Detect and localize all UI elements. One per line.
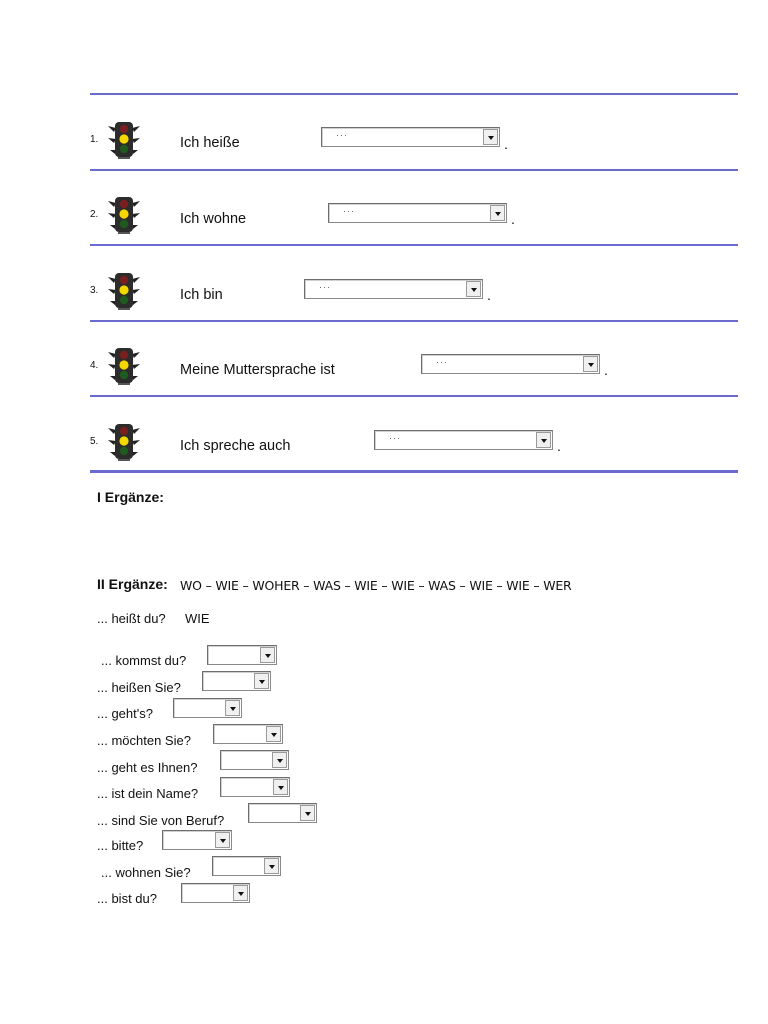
rule-1 xyxy=(90,169,738,171)
word-bank: WO – WIE – WOHER – WAS – WIE – WIE – WAS – WIE – WIE – WER xyxy=(180,578,572,593)
question-dropdown-9[interactable] xyxy=(212,856,281,876)
row-number: 4. xyxy=(90,360,99,371)
chevron-down-icon[interactable] xyxy=(260,647,275,663)
chevron-down-icon[interactable] xyxy=(225,700,240,716)
dropdown-value: ··· xyxy=(336,130,348,140)
question-text: Ich spreche auch xyxy=(180,438,291,454)
example-answer: WIE xyxy=(185,611,210,626)
traffic-light-icon xyxy=(104,422,144,462)
section-1-heading: I Ergänze: xyxy=(97,489,164,505)
traffic-light-icon xyxy=(104,120,144,160)
question-dropdown-4[interactable] xyxy=(213,724,283,744)
answer-dropdown-3[interactable] xyxy=(304,279,483,299)
question-dropdown-2[interactable] xyxy=(202,671,271,691)
chevron-down-icon[interactable] xyxy=(536,432,551,448)
question-item: ... bist du? xyxy=(97,891,157,906)
row-number: 5. xyxy=(90,436,99,447)
example-question: ... heißt du? xyxy=(97,611,166,626)
traffic-light-icon xyxy=(104,195,144,235)
question-item: ... heißen Sie? xyxy=(97,680,181,695)
answer-dropdown-4[interactable] xyxy=(421,354,600,374)
row-number: 3. xyxy=(90,285,99,296)
sentence-period: . xyxy=(487,287,491,303)
sentence-period: . xyxy=(604,362,608,378)
question-item: ... ist dein Name? xyxy=(97,786,199,801)
traffic-light-icon xyxy=(104,346,144,386)
chevron-down-icon[interactable] xyxy=(266,726,281,742)
question-item: ... möchten Sie? xyxy=(97,733,191,748)
chevron-down-icon[interactable] xyxy=(583,356,598,372)
traffic-light-icon xyxy=(104,271,144,311)
chevron-down-icon[interactable] xyxy=(483,129,498,145)
question-item: ... bitte? xyxy=(97,838,144,853)
sentence-period: . xyxy=(557,438,561,454)
rule-top xyxy=(90,93,738,95)
question-item: ... wohnen Sie? xyxy=(101,865,191,880)
question-dropdown-6[interactable] xyxy=(220,777,290,797)
question-dropdown-3[interactable] xyxy=(173,698,242,718)
question-text: Meine Muttersprache ist xyxy=(180,362,335,378)
question-item: ... kommst du? xyxy=(101,653,187,668)
answer-dropdown-5[interactable] xyxy=(374,430,553,450)
dropdown-value: ··· xyxy=(389,433,401,443)
rule-2 xyxy=(90,244,738,246)
question-text: Ich wohne xyxy=(180,211,247,227)
answer-dropdown-2[interactable] xyxy=(328,203,507,223)
answer-dropdown-1[interactable] xyxy=(321,127,500,147)
row-number: 1. xyxy=(90,134,99,145)
question-text: Ich heiße xyxy=(180,135,240,151)
question-item: ... geht's? xyxy=(97,706,153,721)
question-dropdown-8[interactable] xyxy=(162,830,232,850)
chevron-down-icon[interactable] xyxy=(466,281,481,297)
chevron-down-icon[interactable] xyxy=(273,779,288,795)
question-item: ... geht es Ihnen? xyxy=(97,760,198,775)
question-dropdown-7[interactable] xyxy=(248,803,317,823)
chevron-down-icon[interactable] xyxy=(254,673,269,689)
dropdown-value: ··· xyxy=(319,282,331,292)
sentence-period: . xyxy=(511,211,515,227)
dropdown-value: ··· xyxy=(436,357,448,367)
section-2-heading: II Ergänze: xyxy=(97,576,168,592)
question-text: Ich bin xyxy=(180,287,223,303)
question-dropdown-10[interactable] xyxy=(181,883,250,903)
question-dropdown-5[interactable] xyxy=(220,750,289,770)
chevron-down-icon[interactable] xyxy=(233,885,248,901)
chevron-down-icon[interactable] xyxy=(300,805,315,821)
chevron-down-icon[interactable] xyxy=(490,205,505,221)
chevron-down-icon[interactable] xyxy=(215,832,230,848)
question-dropdown-1[interactable] xyxy=(207,645,277,665)
question-item: ... sind Sie von Beruf? xyxy=(97,813,225,828)
rule-4 xyxy=(90,395,738,397)
chevron-down-icon[interactable] xyxy=(264,858,279,874)
dropdown-value: ··· xyxy=(343,206,355,216)
row-number: 2. xyxy=(90,209,99,220)
sentence-period: . xyxy=(504,136,508,152)
rule-bottom xyxy=(90,470,738,473)
chevron-down-icon[interactable] xyxy=(272,752,287,768)
rule-3 xyxy=(90,320,738,322)
